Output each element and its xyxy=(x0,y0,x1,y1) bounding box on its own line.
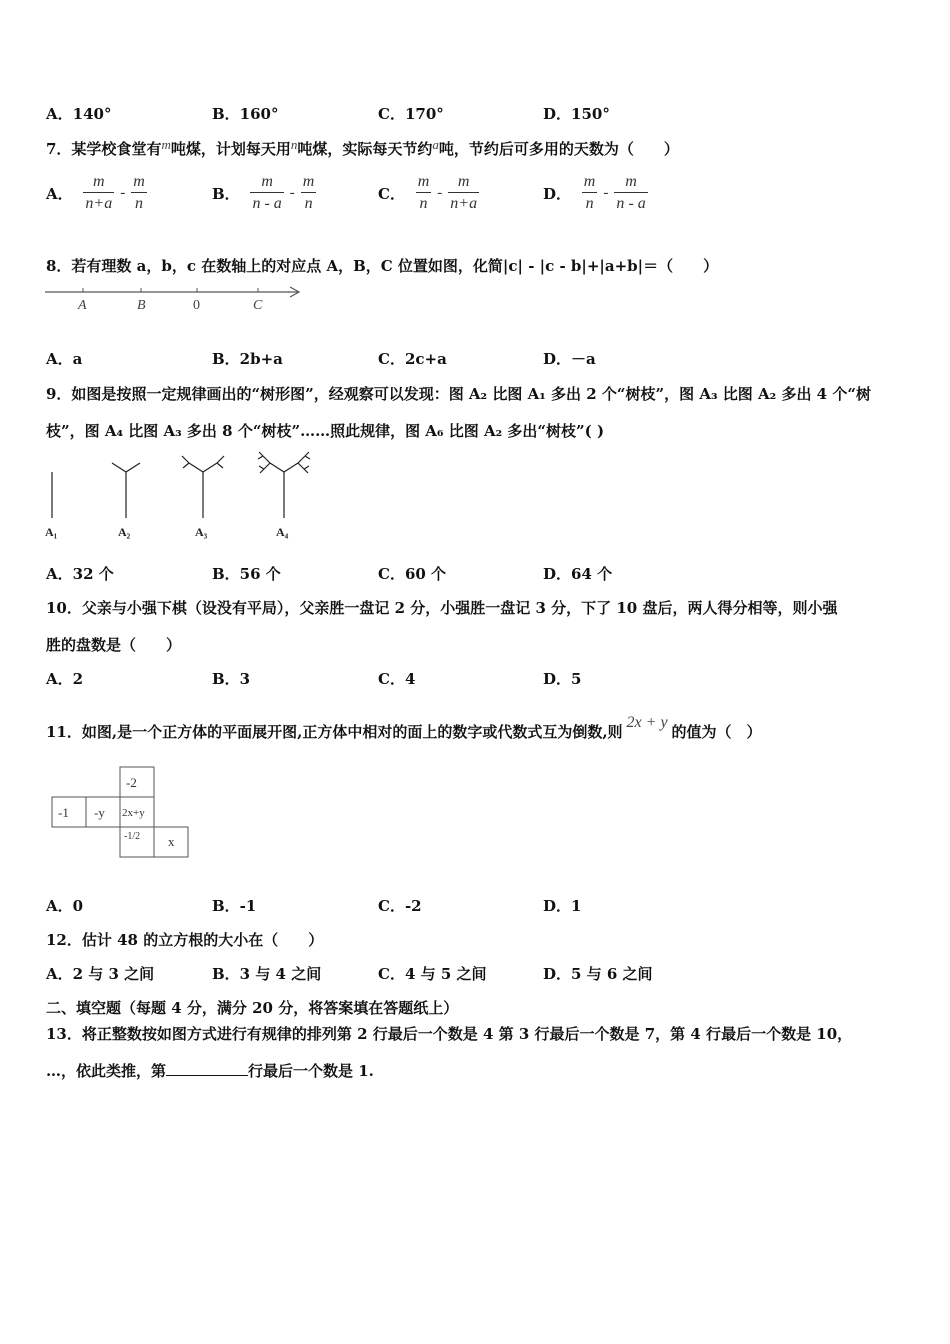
label-a2: A₂ xyxy=(118,525,131,539)
q7-option-c: C． $\frac{m}{n}$ - $\frac{m}{n+a}$ xyxy=(378,173,478,212)
net-text-top: -2 xyxy=(126,775,137,790)
q6-option-d: D．150° xyxy=(543,105,610,123)
q9-line-1: 9．如图是按照一定规律画出的“树形图”，经观察可以发现：图 A₂ 比图 A₁ 多出 2 个“树枝”，图 A₃ 比图 A₂ 多出 4 个“树 xyxy=(46,385,871,403)
q12-option-b: B．3 与 4 之间 xyxy=(212,965,322,983)
net-text-bottom-right: x xyxy=(168,834,175,849)
q13-answer-blank[interactable] xyxy=(166,1061,248,1076)
q8-option-a: A．a xyxy=(46,350,83,368)
q13-line-1: 13．将正整数按如图方式进行有规律的排列第 2 行最后一个数是 4 第 3 行最后一个数是 7，第 4 行最后一个数是 10， xyxy=(46,1025,853,1043)
q11-option-d: D．1 xyxy=(543,897,582,915)
q6-option-c: C．170° xyxy=(378,105,444,123)
q9-tree-figures xyxy=(40,450,340,545)
q9-option-a: A．32 个 xyxy=(46,565,114,583)
q9-option-c: C．60 个 xyxy=(378,565,447,583)
q7-option-d: D． $\frac{m}{n}$ - $\frac{m}{n - a}$ xyxy=(543,173,646,212)
label-a4: A₄ xyxy=(276,525,289,539)
q11-expression: 2x + y xyxy=(626,714,668,731)
q11-option-c: C．-2 xyxy=(378,897,422,915)
net-text-center: 2x+y xyxy=(122,807,145,819)
q12-option-c: C．4 与 5 之间 xyxy=(378,965,487,983)
q8-option-d: D．－a xyxy=(543,350,596,368)
label-b: B xyxy=(137,298,146,313)
q8-option-b: B．2b+a xyxy=(212,350,283,368)
label-c: C xyxy=(253,298,263,313)
label-a3: A₃ xyxy=(195,525,208,539)
tree-a3 xyxy=(182,456,224,518)
q6-option-a: A．140° xyxy=(46,105,112,123)
q11-stem: 11．如图,是一个正方体的平面展开图,正方体中相对的面上的数字或代数式互为倒数,则2x + y的值为（ ） xyxy=(46,714,762,741)
net-text-left: -1 xyxy=(58,805,69,820)
label-a: A xyxy=(78,298,87,313)
q10-line-1: 10．父亲与小强下棋（设没有平局），父亲胜一盘记 2 分，小强胜一盘记 3 分，下了 10 盘后，两人得分相等，则小强 xyxy=(46,599,838,617)
q10-line-2: 胜的盘数是（ ） xyxy=(46,636,182,654)
q12-stem: 12．估计 48 的立方根的大小在（ ） xyxy=(46,931,324,949)
label-a1: A₁ xyxy=(45,525,58,539)
q12-option-a: A．2 与 3 之间 xyxy=(46,965,155,983)
q13-line-2: …，依此类推，第 行最后一个数是 1. xyxy=(46,1062,374,1080)
q9-option-d: D．64 个 xyxy=(543,565,613,583)
q9-line-2: 枝”，图 A₄ 比图 A₃ 多出 8 个“树枝”……照此规律，图 A₆ 比图 A₂ 多出“树枝”( ) xyxy=(46,422,605,440)
q8-option-c: C．2c+a xyxy=(378,350,447,368)
tree-a2 xyxy=(112,463,140,518)
q11-option-b: B．-1 xyxy=(212,897,257,915)
q8-stem: 8．若有理数 a，b，c 在数轴上的对应点 A，B，C 位置如图，化简|c| - |c - b|+|a+b|＝（ ） xyxy=(46,257,719,275)
q10-option-b: B．3 xyxy=(212,670,251,688)
q7-option-b: B． $\frac{m}{n - a}$ - $\frac{m}{n}$ xyxy=(212,173,315,212)
q7-option-a: A． $\frac{m}{n+a}$ - $\frac{m}{n}$ xyxy=(46,173,145,212)
q8-number-line xyxy=(40,282,310,314)
q10-option-a: A．2 xyxy=(46,670,84,688)
net-text-bottom: -1/2 xyxy=(124,831,141,842)
q6-option-b: B．160° xyxy=(212,105,279,123)
q12-option-d: D．5 与 6 之间 xyxy=(543,965,653,983)
q7-stem: 7．某学校食堂有m吨煤，计划每天用n吨煤，实际每天节约a吨，节约后可多用的天数为（ ） xyxy=(46,137,679,158)
q11-option-a: A．0 xyxy=(46,897,84,915)
label-0: 0 xyxy=(193,298,200,313)
net-text-mid-left: -y xyxy=(94,805,105,820)
q10-option-d: D．5 xyxy=(543,670,582,688)
q9-option-b: B．56 个 xyxy=(212,565,281,583)
tree-a4 xyxy=(258,452,310,518)
section-2-heading: 二、填空题（每题 4 分，满分 20 分，将答案填在答题纸上） xyxy=(46,999,459,1017)
q10-option-c: C．4 xyxy=(378,670,416,688)
q11-cube-net xyxy=(50,765,192,860)
